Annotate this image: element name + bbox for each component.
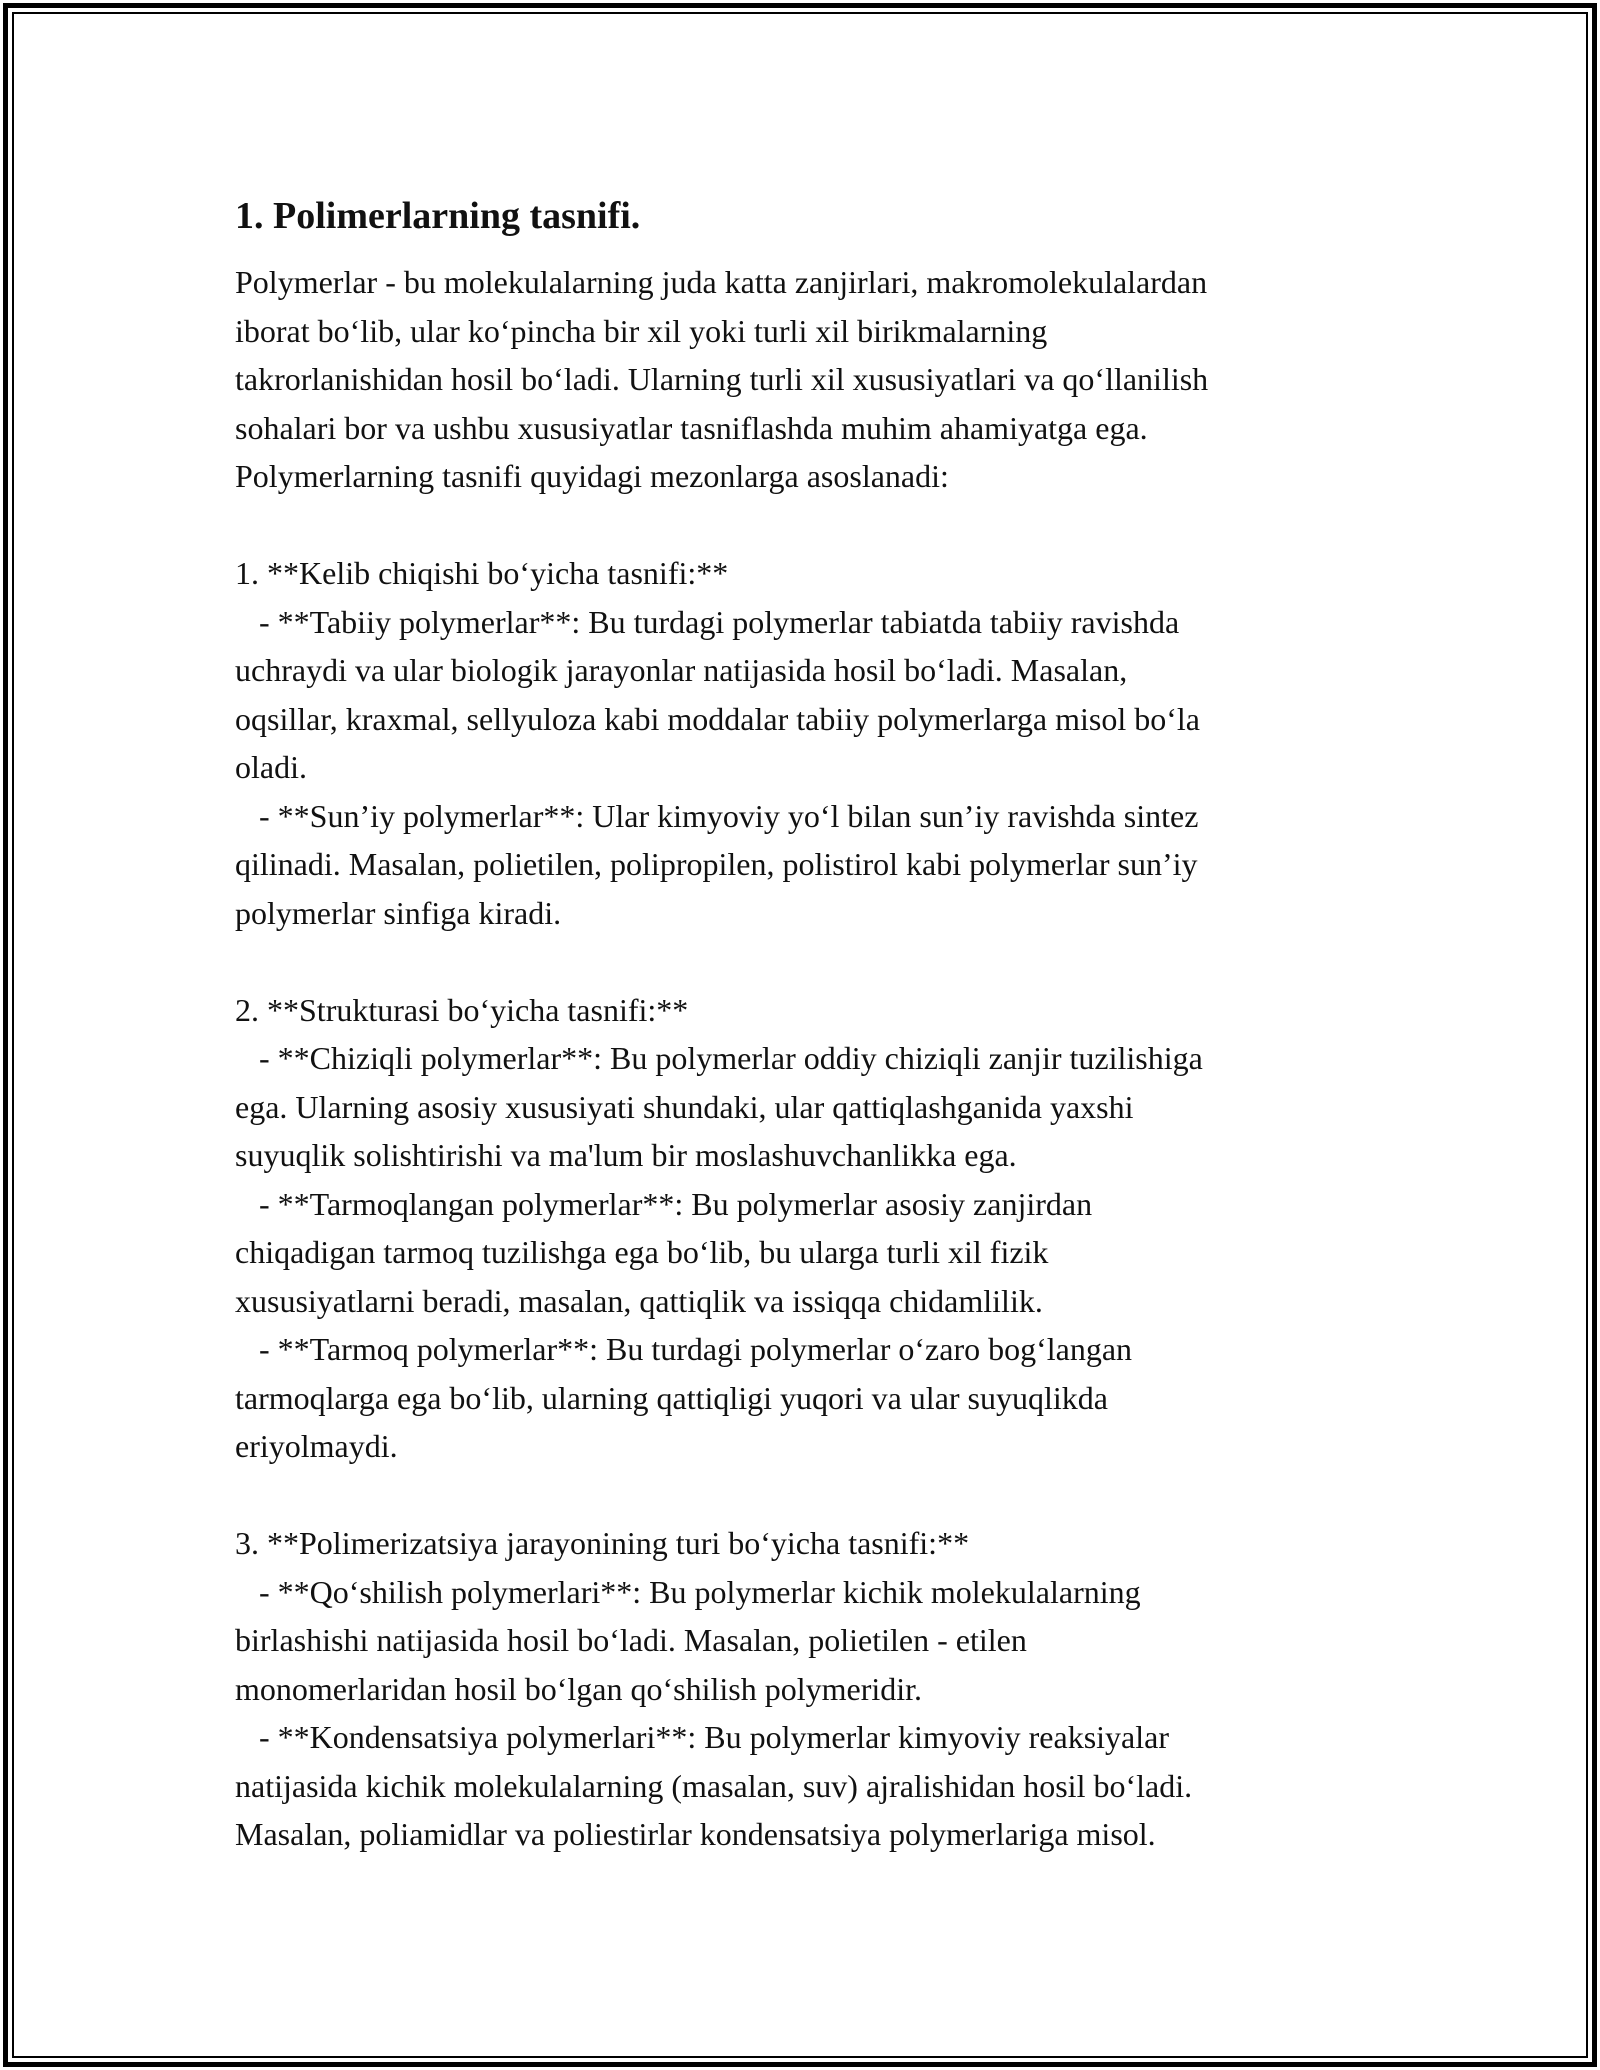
body-line: qilinadi. Masalan, polietilen, polipropilen, polistirol kabi polymerlar sun’iy <box>235 846 1198 882</box>
body-line: eriyolmaydi. <box>235 1428 398 1464</box>
body-line: 1. **Kelib chiqishi bo‘yicha tasnifi:** <box>235 555 729 591</box>
body-line: - **Tarmoq polymerlar**: Bu turdagi polymerlar o‘zaro bog‘langan <box>235 1331 1133 1367</box>
document-body <box>235 258 1395 1859</box>
body-line: suyuqlik solishtirishi va ma'lum bir moslashuvchanlikka ega. <box>235 1137 1017 1173</box>
body-line: Masalan, poliamidlar va poliestirlar kondensatsiya polymerlariga misol. <box>235 1816 1156 1852</box>
body-line: - **Tarmoqlangan polymerlar**: Bu polymerlar asosiy zanjirdan <box>235 1185 1093 1222</box>
blank-line <box>235 937 1395 986</box>
body-line: - **Kondensatsiya polymerlari**: Bu polymerlar kimyoviy reaksiyalar <box>235 1719 1169 1755</box>
blank-line <box>235 501 1395 550</box>
body-line: Polymerlar - bu molekulalarning juda katta zanjirlari, makromolekulalardan <box>235 264 1208 300</box>
body-line: iborat bo‘lib, ular ko‘pincha bir xil yoki turli xil birikmalarning <box>235 312 1048 349</box>
blank-line <box>235 1471 1395 1520</box>
body-line: - **Chiziqli polymerlar**: Bu polymerlar oddiy chiziqli zanjir tuzilishiga <box>235 1040 1203 1076</box>
body-line: natijasida kichik molekulalarning (masalan, suv) ajralishidan hosil bo‘ladi. <box>235 1767 1193 1804</box>
body-line: Polymerlarning tasnifi quyidagi mezonlarga asoslanadi: <box>235 458 949 494</box>
document-content <box>235 186 1395 1859</box>
body-line: 2. **Strukturasi bo‘yicha tasnifi:** <box>235 991 689 1028</box>
body-line: uchraydi va ular biologik jarayonlar natijasida hosil bo‘ladi. Masalan, <box>235 652 1128 688</box>
body-line: oladi. <box>235 749 307 785</box>
body-line: birlashishi natijasida hosil bo‘ladi. Masalan, polietilen - etilen <box>235 1622 1027 1658</box>
body-line: monomerlaridan hosil bo‘lgan qo‘shilish polymeridir. <box>235 1670 923 1707</box>
body-line: - **Tabiiy polymerlar**: Bu turdagi polymerlar tabiatda tabiiy ravishda <box>235 603 1180 640</box>
body-line: takrorlanishidan hosil bo‘ladi. Ularning turli xil xususiyatlari va qo‘llanilish <box>235 361 1209 397</box>
body-line: 3. **Polimerizatsiya jarayonining turi bo‘yicha tasnifi:** <box>235 1525 970 1561</box>
body-line: tarmoqlarga ega bo‘lib, ularning qattiqligi yuqori va ular suyuqlikda <box>235 1379 1108 1416</box>
body-line: - **Sun’iy polymerlar**: Ular kimyoviy yo‘l bilan sun’iy ravishda sintez <box>235 797 1199 834</box>
body-line: polymerlar sinfiga kiradi. <box>235 894 562 931</box>
body-line: ega. Ularning asosiy xususiyati shundaki, ular qattiqlashganida yaxshi <box>235 1088 1134 1125</box>
body-line: xususiyatlarni beradi, masalan, qattiqlik va issiqqa chidamlilik. <box>235 1282 1043 1319</box>
document-title: 1. Polimerlarning tasnifi. <box>235 195 641 237</box>
body-line: oqsillar, kraxmal, sellyuloza kabi moddalar tabiiy polymerlarga misol bo‘la <box>235 700 1200 737</box>
body-line: - **Qo‘shilish polymerlari**: Bu polymerlar kichik molekulalarning <box>235 1573 1141 1610</box>
body-line: sohalari bor va ushbu xususiyatlar tasniflashda muhim ahamiyatga ega. <box>235 409 1148 446</box>
body-line: chiqadigan tarmoq tuzilishga ega bo‘lib, bu ularga turli xil fizik <box>235 1234 1049 1270</box>
